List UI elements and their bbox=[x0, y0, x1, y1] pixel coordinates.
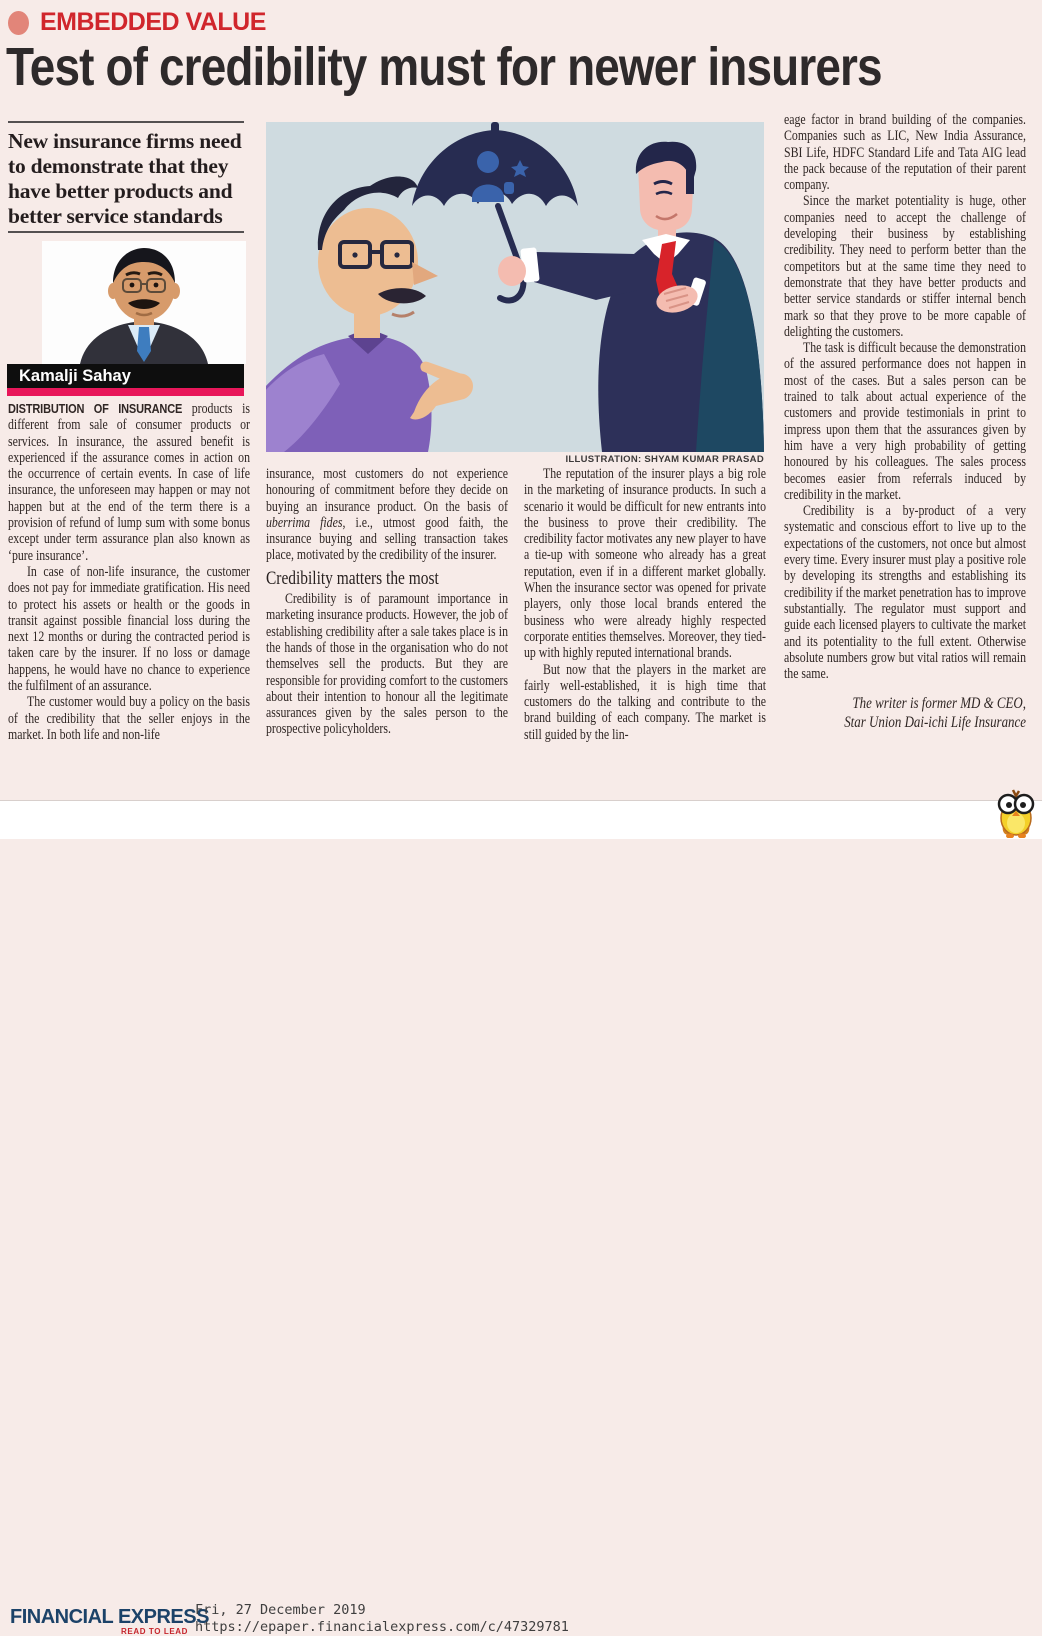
byline-line-1: The writer is former MD & CEO, bbox=[852, 695, 1027, 713]
article-illustration bbox=[266, 122, 764, 452]
owl-mascot-icon[interactable] bbox=[995, 788, 1037, 838]
financial-express-logo: FINANCIAL EXPRESS bbox=[10, 1606, 209, 1628]
clipping-meta bbox=[195, 1602, 569, 1636]
latin-term: uberrima fides bbox=[266, 514, 343, 531]
epaper-footer bbox=[0, 800, 1042, 1636]
umbrella-scene-illustration bbox=[266, 122, 764, 452]
paragraph: eage factor in brand building of the companies. Companies such as LIC, New India Assurance, SBI Life, HDFC Standard Life and Tata AIG lead the pack because of the reputation of their parent company. bbox=[784, 112, 1027, 194]
paragraph: The reputation of the insurer plays a big role in the marketing of insurance products. In such a scenario it would be difficult for new entrants into the business to prove their credibility. The credibility factor motivates any new player to have a tie-up with someone who already has a great reputation, even if in a different market globally. When the insurance sector was opened for private players, only those local brands entered the business who were already highly respected corporate entities themselves. Moreover, they tied-up with highly reputed international brands. bbox=[524, 466, 767, 662]
crosshead: Credibility matters the most bbox=[266, 568, 439, 589]
paragraph bbox=[266, 466, 508, 564]
illustration-credit: ILLUSTRATION: SHYAM KUMAR PRASAD bbox=[565, 454, 764, 465]
author-caption bbox=[7, 364, 244, 388]
byline bbox=[784, 694, 1026, 732]
paragraph: The task is difficult because the demonstration of the assured performance does not happen in most of the cases. But a sales person can be trained to talk about actual experience of the customers and provide testimonials in print to impress upon them that the assurances given by him have a very high probability of getting honoured by his colleagues. The sales process becomes easier from referrals induced by credibility in the market. bbox=[784, 340, 1027, 503]
paragraph: Credibility is of paramount importance in marketing insurance products. However, the job of establishing credibility after a sale takes place is in the hands of those in the organisation who do not themselves sell the products. But they are responsible for providing comfort to the customers about their intention to honour all the legitimate assurances given by the sales person to the prospective policyholders. bbox=[266, 591, 509, 738]
kicker-label: EMBEDDED VALUE bbox=[40, 8, 266, 36]
clipping-url-link[interactable]: https://epaper.financialexpress.com/c/47329781 bbox=[195, 1619, 569, 1635]
clipping-date: Fri, 27 December 2019 bbox=[195, 1602, 366, 1618]
paragraph: Credibility is a by-product of a very systematic and conscious effort to live up to the expectations of the customers, not once but almost every time. Every insurer must play a positive role by developing its strengths and establishing its credibility if the market penetration has to improve substantially. The regulator must support and guide each licensed players to cultivate the market and its potentiality to the full extent. Otherwise absolute numbers grow but vital ratios will remain the same. bbox=[784, 503, 1027, 683]
logo-tagline: READ TO LEAD bbox=[121, 1627, 189, 1636]
body-column-1 bbox=[8, 401, 250, 797]
author-name: Kamalji Sahay bbox=[19, 367, 131, 385]
caption-accent-stripe bbox=[7, 388, 244, 396]
paragraph-text: insurance, most customers do not experience honouring of commitment before they decide on buying an insurance product. On the basis of bbox=[266, 466, 509, 515]
paragraph: The customer would buy a policy on the basis of the credibility that the seller enjoys in the market. In both life and non-life bbox=[8, 694, 251, 743]
body-column-3 bbox=[524, 466, 766, 798]
standfirst: New insurance firms need to demonstrate that they have better products and better service standards bbox=[8, 129, 242, 228]
paragraph bbox=[8, 401, 250, 564]
section-kicker bbox=[8, 8, 266, 37]
paragraph: Since the market potentiality is huge, other companies need to accept the challenge of developing their business by establishing credibility. They need to perform better than the competitors but at the same time they need to demonstrate that they have better products and better service standards or stiffer internal bench mark so that they prove to be more capable of delighting the customers. bbox=[784, 193, 1027, 340]
lead-in: DISTRIBUTION OF INSURANCE bbox=[8, 401, 183, 416]
author-portrait-illustration bbox=[42, 241, 246, 364]
byline-line-2: Star Union Dai-ichi Life Insurance bbox=[844, 714, 1027, 732]
author-photo bbox=[42, 241, 246, 364]
divider-bottom bbox=[8, 231, 244, 233]
paragraph: In case of non-life insurance, the customer does not pay for immediate gratification. His need to protect his assets or health or the goods in transit against possible financial loss during the next 12 months or during the contracted period is taken care by the insurer. If no loss or damage happens, he would have no chance to experience the fulfilment of an assurance. bbox=[8, 563, 251, 695]
body-column-2 bbox=[266, 466, 508, 798]
paragraph-text: products is different from sale of consumer products or services. In insurance, the assured benefit is experienced if the assurance comes in action on the occurrence of certain events. In case of life insurance, the unforeseen may happen or may not happen but at the end of the term there is a provision of refund of lump sum with some bonus except under term assurance plan also known as ‘pure insurance’. bbox=[8, 401, 251, 564]
divider-top bbox=[8, 121, 244, 123]
bullet-icon bbox=[8, 11, 29, 35]
paragraph: But now that the players in the market are fairly well-established, it is high time that customers do the talking and contribute to the brand building of each company. The market is still guided by the lin- bbox=[524, 661, 767, 743]
article-headline: Test of credibility must for newer insurers bbox=[6, 37, 882, 97]
body-column-4 bbox=[784, 112, 1026, 798]
paragraph-text: , i.e., utmost good faith, the insurance buying and selling transaction takes place, motivated by the credibility of the insurer. bbox=[266, 514, 509, 564]
